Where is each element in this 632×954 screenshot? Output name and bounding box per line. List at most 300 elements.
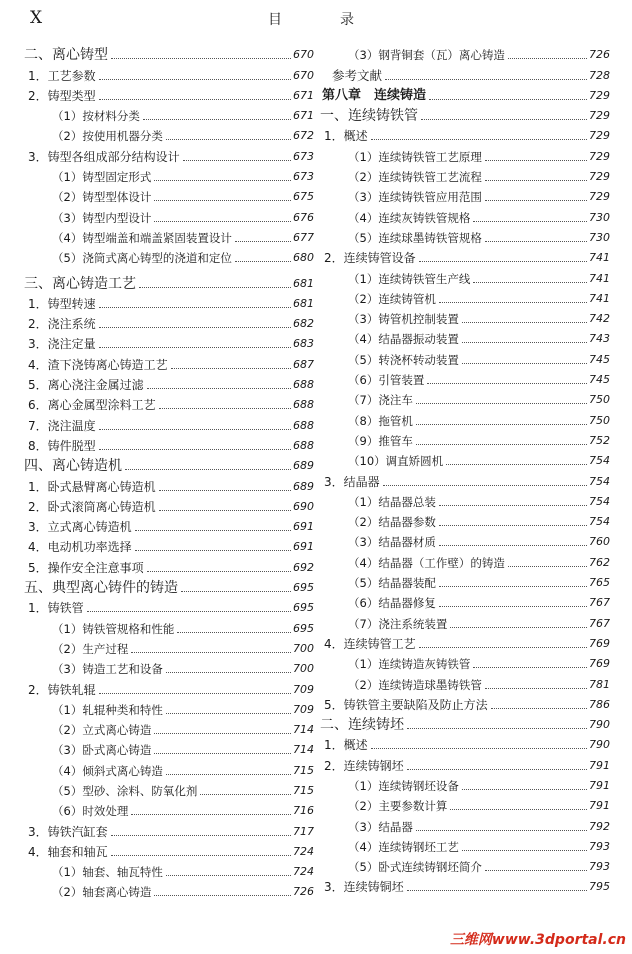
toc-entry-label: （4）结晶器振动装置	[348, 332, 459, 347]
toc-entry[interactable]	[22, 699, 314, 719]
toc-entry-page: 790	[589, 738, 610, 752]
dot-leader	[485, 160, 587, 161]
toc-entry-label: 7．浇注温度	[28, 418, 96, 433]
dot-leader	[429, 99, 587, 100]
toc-entry-label: 4．连续铸管工艺	[324, 636, 416, 651]
dot-leader	[159, 510, 291, 511]
dot-leader	[139, 287, 291, 288]
toc-entry[interactable]	[318, 145, 610, 165]
toc-entry[interactable]	[22, 780, 314, 800]
toc-entry-label: （4）铸型端盖和端盖紧固装置设计	[52, 230, 232, 245]
toc-entry-page: 791	[589, 758, 610, 772]
toc-entry[interactable]	[22, 759, 314, 779]
dot-leader	[407, 728, 587, 729]
toc-entry-page: 709	[293, 682, 314, 696]
toc-entry-page: 680	[293, 251, 314, 265]
toc-entry[interactable]	[22, 394, 314, 414]
toc-entry-page: 671	[293, 88, 314, 102]
toc-entry-page: 729	[589, 170, 610, 184]
toc-entry[interactable]	[318, 430, 610, 450]
dot-leader	[125, 469, 291, 470]
toc-entry-page: 691	[293, 520, 314, 534]
toc-entry[interactable]	[22, 496, 314, 516]
toc-entry-label: （2）生产过程	[52, 641, 129, 656]
toc-entry-page: 687	[293, 357, 314, 371]
toc-entry[interactable]	[22, 166, 314, 186]
toc-entry[interactable]	[318, 511, 610, 531]
toc-entry[interactable]	[318, 633, 610, 653]
toc-entry[interactable]	[22, 658, 314, 678]
dot-leader	[131, 652, 291, 653]
toc-entry-label: 四、离心铸造机	[24, 458, 122, 475]
dot-leader	[485, 200, 587, 201]
dot-leader	[462, 789, 587, 790]
toc-entry[interactable]	[318, 206, 610, 226]
toc-entry-page: 730	[589, 230, 610, 244]
toc-entry-page: 754	[589, 515, 610, 529]
toc-entry-page: 741	[589, 271, 610, 285]
toc-entry-label: （9）推管车	[348, 433, 413, 448]
toc-entry-label: 第八章 连续铸造	[322, 87, 427, 103]
dot-leader	[407, 890, 587, 891]
toc-entry-label: （5）连续球墨铸铁管规格	[348, 230, 482, 245]
toc-entry[interactable]	[22, 145, 314, 165]
toc-entry-label: 4．渣下浇铸离心铸造工艺	[28, 357, 168, 372]
toc-entry-page: 700	[293, 662, 314, 676]
toc-entry-label: 6．离心金属型涂料工艺	[28, 398, 156, 413]
toc-entry-label: 5．离心浇注金属过滤	[28, 378, 144, 393]
toc-entry-page: 688	[293, 378, 314, 392]
toc-entry-label: 2．浇注系统	[28, 317, 96, 332]
toc-entry[interactable]	[318, 551, 610, 571]
toc-entry-page: 695	[293, 621, 314, 635]
dot-leader	[177, 632, 291, 633]
toc-entry[interactable]	[22, 247, 314, 267]
toc-entry[interactable]	[318, 369, 610, 389]
toc-entry[interactable]	[318, 288, 610, 308]
toc-entry-page: 728	[589, 68, 610, 82]
dot-leader	[385, 79, 587, 80]
dot-leader	[200, 794, 291, 795]
toc-entry-page: 677	[293, 230, 314, 244]
toc-entry[interactable]	[22, 293, 314, 313]
dot-leader	[416, 403, 587, 404]
dot-leader	[99, 79, 291, 80]
toc-entry-page: 765	[589, 576, 610, 590]
toc-entry[interactable]	[318, 166, 610, 186]
toc-entry-label: 1．铸型转速	[28, 296, 96, 311]
toc-entry-page: 675	[293, 190, 314, 204]
toc-entry[interactable]	[22, 353, 314, 373]
toc-entry-page: 750	[589, 413, 610, 427]
toc-entry-label: 1．工艺参数	[28, 68, 96, 83]
toc-entry-page: 688	[293, 418, 314, 432]
toc-entry[interactable]	[22, 227, 314, 247]
toc-entry-label: （6）结晶器修复	[348, 596, 436, 611]
toc-entry-page: 714	[293, 743, 314, 757]
toc-entry-page: 724	[293, 844, 314, 858]
dot-leader	[462, 363, 587, 364]
toc-entry[interactable]	[318, 531, 610, 551]
toc-entry[interactable]	[318, 227, 610, 247]
toc-entry-label: 2．卧式滚筒离心铸造机	[28, 499, 156, 514]
toc-entry-label: （2）按使用机器分类	[52, 129, 163, 144]
toc-entry-page: 689	[293, 459, 314, 473]
toc-entry-page: 672	[293, 129, 314, 143]
toc-entry[interactable]	[318, 470, 610, 490]
toc-entry[interactable]	[22, 516, 314, 536]
toc-entry[interactable]	[22, 85, 314, 105]
toc-entry[interactable]	[22, 44, 314, 64]
toc-entry[interactable]	[318, 186, 610, 206]
toc-entry-label: 3．立式离心铸造机	[28, 520, 132, 535]
toc-entry-page: 790	[589, 718, 610, 732]
toc-entry-label: 3．结晶器	[324, 474, 380, 489]
toc-entry-label: （2）轴套离心铸造	[52, 885, 152, 900]
dot-leader	[450, 809, 587, 810]
dot-leader	[485, 241, 587, 242]
toc-entry-label: 2．铸型类型	[28, 88, 96, 103]
dot-leader	[131, 814, 291, 815]
toc-entry[interactable]	[22, 536, 314, 556]
dot-leader	[462, 322, 587, 323]
toc-entry[interactable]	[22, 800, 314, 820]
toc-entry-label: 3．铸铁汽缸套	[28, 824, 108, 839]
dot-leader	[446, 464, 587, 465]
toc-entry-page: 676	[293, 210, 314, 224]
toc-entry-label: （8）拖管机	[348, 413, 413, 428]
dot-leader	[99, 693, 291, 694]
toc-entry[interactable]	[318, 125, 610, 145]
toc-entry[interactable]	[318, 267, 610, 287]
toc-entry[interactable]	[22, 739, 314, 759]
toc-entry[interactable]	[318, 64, 610, 84]
dot-leader	[111, 58, 291, 59]
dot-leader	[383, 485, 587, 486]
toc-entry[interactable]	[22, 861, 314, 881]
toc-entry-label: （1）按材料分类	[52, 109, 140, 124]
toc-entry[interactable]	[318, 795, 610, 815]
toc-entry-label: （3）铸型内型设计	[52, 210, 152, 225]
dot-leader	[99, 327, 291, 328]
dot-leader	[154, 753, 291, 754]
toc-entry[interactable]	[22, 435, 314, 455]
dot-leader	[166, 139, 291, 140]
page-number: X	[30, 8, 43, 28]
toc-entry-page: 760	[589, 535, 610, 549]
dot-leader	[473, 221, 587, 222]
toc-entry[interactable]	[318, 491, 610, 511]
toc-entry[interactable]	[318, 876, 610, 896]
toc-entry[interactable]	[22, 333, 314, 353]
dot-leader	[508, 58, 587, 59]
dot-leader	[371, 748, 587, 749]
dot-leader	[407, 769, 587, 770]
toc-entry[interactable]	[22, 455, 314, 475]
toc-entry-label: 2．连续铸管设备	[324, 251, 416, 266]
toc-entry-label: （4）倾斜式离心铸造	[52, 763, 163, 778]
toc-entry[interactable]	[22, 881, 314, 901]
toc-entry-page: 745	[589, 373, 610, 387]
toc-entry-page: 730	[589, 210, 610, 224]
toc-entry-page: 695	[293, 581, 314, 595]
toc-entry-label: （1）轧辊种类和特性	[52, 702, 163, 717]
toc-entry-label: （3）结晶器材质	[348, 535, 436, 550]
dot-leader	[154, 895, 291, 896]
toc-entry-label: 三、离心铸造工艺	[24, 275, 136, 292]
toc-entry-label: 二、连续铸坯	[320, 717, 404, 734]
toc-entry-page: 762	[589, 555, 610, 569]
dot-leader	[439, 545, 587, 546]
toc-entry[interactable]	[22, 272, 314, 292]
toc-entry-page: 786	[589, 697, 610, 711]
dot-leader	[235, 261, 291, 262]
toc-entry-label: （2）立式离心铸造	[52, 723, 152, 738]
toc-entry-label: （5）型砂、涂料、防氧化剂	[52, 783, 198, 798]
page-header	[0, 0, 632, 36]
toc-entry[interactable]	[318, 450, 610, 470]
toc-entry-page: 793	[589, 860, 610, 874]
toc-entry-page: 769	[589, 657, 610, 671]
toc-entry-page: 752	[589, 433, 610, 447]
dot-leader	[154, 221, 291, 222]
dot-leader	[450, 627, 587, 628]
dot-leader	[135, 550, 291, 551]
toc-entry[interactable]	[22, 678, 314, 698]
dot-leader	[508, 566, 587, 567]
dot-leader	[99, 347, 291, 348]
dot-leader	[439, 586, 587, 587]
toc-entry[interactable]	[318, 85, 610, 105]
toc-entry[interactable]	[318, 44, 610, 64]
toc-entry-label: （7）浇注车	[348, 393, 413, 408]
dot-leader	[166, 672, 291, 673]
toc-entry[interactable]	[318, 389, 610, 409]
toc-entry-page: 690	[293, 499, 314, 513]
toc-entry[interactable]	[22, 820, 314, 840]
dot-leader	[181, 591, 291, 592]
toc-entry-page: 754	[589, 474, 610, 488]
toc-entry[interactable]	[22, 414, 314, 434]
toc-entry-page: 689	[293, 479, 314, 493]
toc-entry-page: 743	[589, 332, 610, 346]
dot-leader	[171, 368, 291, 369]
toc-entry-label: 3．铸型各组成部分结构设计	[28, 149, 180, 164]
toc-entry[interactable]	[318, 815, 610, 835]
dot-leader	[462, 850, 587, 851]
toc-entry[interactable]	[22, 841, 314, 861]
toc-entry-label: （3）钢背铜套（瓦）离心铸造	[348, 48, 505, 63]
toc-entry-page: 715	[293, 783, 314, 797]
dot-leader	[485, 870, 587, 871]
toc-entry-page: 726	[293, 885, 314, 899]
toc-entry[interactable]	[318, 653, 610, 673]
toc-entry[interactable]	[318, 836, 610, 856]
toc-entry-label: （3）卧式离心铸造	[52, 743, 152, 758]
dot-leader	[473, 667, 587, 668]
dot-leader	[416, 830, 587, 831]
toc-entry-label: （1）结晶器总装	[348, 494, 436, 509]
toc-entry[interactable]	[318, 694, 610, 714]
toc-entry[interactable]	[22, 577, 314, 597]
dot-leader	[416, 444, 587, 445]
toc-entry[interactable]	[22, 374, 314, 394]
page-title: 目 录	[268, 12, 376, 28]
toc-entry-page: 683	[293, 337, 314, 351]
toc-entry[interactable]	[318, 348, 610, 368]
toc-entry[interactable]	[318, 754, 610, 774]
toc-entry-page: 792	[589, 819, 610, 833]
toc-entry-label: 1．概述	[324, 129, 368, 144]
toc-entry-label: 1．概述	[324, 738, 368, 753]
toc-entry-page: 670	[293, 48, 314, 62]
dot-leader	[439, 606, 587, 607]
dot-leader	[143, 119, 291, 120]
toc-entry-page: 716	[293, 804, 314, 818]
toc-entry-page: 688	[293, 398, 314, 412]
dot-leader	[99, 429, 291, 430]
dot-leader	[439, 505, 587, 506]
dot-leader	[154, 180, 291, 181]
toc-entry[interactable]	[318, 856, 610, 876]
toc-entry-page: 729	[589, 88, 610, 102]
toc-entry-label: 3．浇注定量	[28, 337, 96, 352]
toc-entry[interactable]	[318, 572, 610, 592]
toc-entry-label: （2）连续铸铁管工艺流程	[348, 170, 482, 185]
toc-entry-page: 726	[589, 48, 610, 62]
toc-entry-page: 691	[293, 540, 314, 554]
toc-entry[interactable]	[22, 638, 314, 658]
toc-entry[interactable]	[318, 612, 610, 632]
toc-entry-label: 二、离心铸型	[24, 47, 108, 64]
toc-entry-label: 4．轴套和轴瓦	[28, 844, 108, 859]
toc-entry-page: 709	[293, 702, 314, 716]
toc-entry[interactable]	[318, 247, 610, 267]
dot-leader	[439, 525, 587, 526]
toc-entry-label: （2）连续铸造球墨铸铁管	[348, 677, 482, 692]
toc-entry-label: 4．电动机功率选择	[28, 540, 132, 555]
dot-leader	[159, 408, 291, 409]
toc-entry[interactable]	[318, 409, 610, 429]
dot-leader	[485, 688, 587, 689]
toc-entry[interactable]	[22, 597, 314, 617]
toc-entry[interactable]	[318, 308, 610, 328]
toc-entry-label: 2．铸铁轧辊	[28, 682, 96, 697]
toc-entry-label: （3）铸管机控制装置	[348, 312, 459, 327]
dot-leader	[147, 388, 291, 389]
toc-entry[interactable]	[22, 719, 314, 739]
toc-entry-page: 795	[589, 880, 610, 894]
toc-entry-page: 769	[589, 636, 610, 650]
dot-leader	[111, 835, 291, 836]
dot-leader	[159, 490, 291, 491]
toc-entry[interactable]	[22, 313, 314, 333]
toc-entry-page: 791	[589, 778, 610, 792]
toc-entry-label: （10）调直矫圆机	[348, 454, 444, 469]
toc-entry-label: （1）连续铸钢坯设备	[348, 778, 459, 793]
toc-entry-label: 1．铸铁管	[28, 601, 84, 616]
toc-entry[interactable]	[318, 714, 610, 734]
toc-entry[interactable]	[318, 734, 610, 754]
toc-entry-label: （4）连续灰铸铁管规格	[348, 210, 471, 225]
toc-entry-page: 673	[293, 170, 314, 184]
toc-entry[interactable]	[318, 775, 610, 795]
toc-right-column	[318, 44, 610, 896]
toc-entry[interactable]	[318, 328, 610, 348]
toc-entry-label: （3）铸造工艺和设备	[52, 662, 163, 677]
dot-leader	[416, 424, 587, 425]
toc-entry-label: （6）引管装置	[348, 373, 425, 388]
toc-entry-label: （4）结晶器（工作壁）的铸造	[348, 555, 505, 570]
toc-entry-label: （5）转浇杯转动装置	[348, 352, 459, 367]
toc-entry-page: 729	[589, 149, 610, 163]
toc-entry-page: 671	[293, 109, 314, 123]
toc-entry-page: 714	[293, 723, 314, 737]
dot-leader	[111, 855, 291, 856]
toc-entry-label: （1）连续铸造灰铸铁管	[348, 657, 471, 672]
toc-entry[interactable]	[22, 64, 314, 84]
toc-entry[interactable]	[22, 556, 314, 576]
toc-entry-page: 673	[293, 149, 314, 163]
toc-entry-page: 682	[293, 317, 314, 331]
dot-leader	[421, 119, 587, 120]
dot-leader	[462, 342, 587, 343]
dot-leader	[147, 571, 291, 572]
dot-leader	[439, 302, 587, 303]
toc-entry-label: （1）连续铸铁管工艺原理	[348, 149, 482, 164]
dot-leader	[87, 611, 291, 612]
dot-leader	[135, 530, 291, 531]
toc-entry[interactable]	[318, 592, 610, 612]
toc-entry[interactable]	[22, 475, 314, 495]
toc-entry[interactable]	[22, 206, 314, 226]
toc-entry-label: （6）时效处理	[52, 804, 129, 819]
toc-entry-page: 729	[589, 129, 610, 143]
watermark: 三维网www.3dportal.cn	[449, 932, 626, 948]
toc-entry-label: （2）结晶器参数	[348, 515, 436, 530]
toc-entry-page: 670	[293, 68, 314, 82]
toc-entry-page: 681	[293, 276, 314, 290]
dot-leader	[485, 180, 587, 181]
toc-left-column	[22, 44, 314, 901]
toc-entry-page: 767	[589, 596, 610, 610]
toc-entry-label: （1）连续铸铁管生产线	[348, 271, 471, 286]
toc-entry-label: 8．铸件脱型	[28, 438, 96, 453]
toc-entry[interactable]	[318, 673, 610, 693]
toc-entry-page: 681	[293, 296, 314, 310]
toc-entry-label: （7）浇注系统装置	[348, 616, 448, 631]
toc-entry[interactable]	[22, 105, 314, 125]
dot-leader	[419, 647, 587, 648]
toc-entry-page: 729	[589, 190, 610, 204]
toc-entry-page: 688	[293, 438, 314, 452]
dot-leader	[183, 160, 291, 161]
toc-entry-page: 717	[293, 824, 314, 838]
dot-leader	[99, 99, 291, 100]
toc-entry-label: （4）连续铸钢坯工艺	[348, 839, 459, 854]
toc-entry-label: （1）铸型固定形式	[52, 170, 152, 185]
toc-entry-label: （5）浇筒式离心铸型的浇道和定位	[52, 251, 232, 266]
dot-leader	[419, 261, 587, 262]
toc-entry[interactable]	[318, 105, 610, 125]
toc-entry-page: 781	[589, 677, 610, 691]
toc-entry[interactable]	[22, 186, 314, 206]
toc-entry[interactable]	[22, 617, 314, 637]
toc-entry[interactable]	[22, 125, 314, 145]
toc-entry-label: 3．连续铸铜坯	[324, 880, 404, 895]
toc-entry-page: 754	[589, 454, 610, 468]
toc-entry-label: 5．操作安全注意事项	[28, 560, 144, 575]
